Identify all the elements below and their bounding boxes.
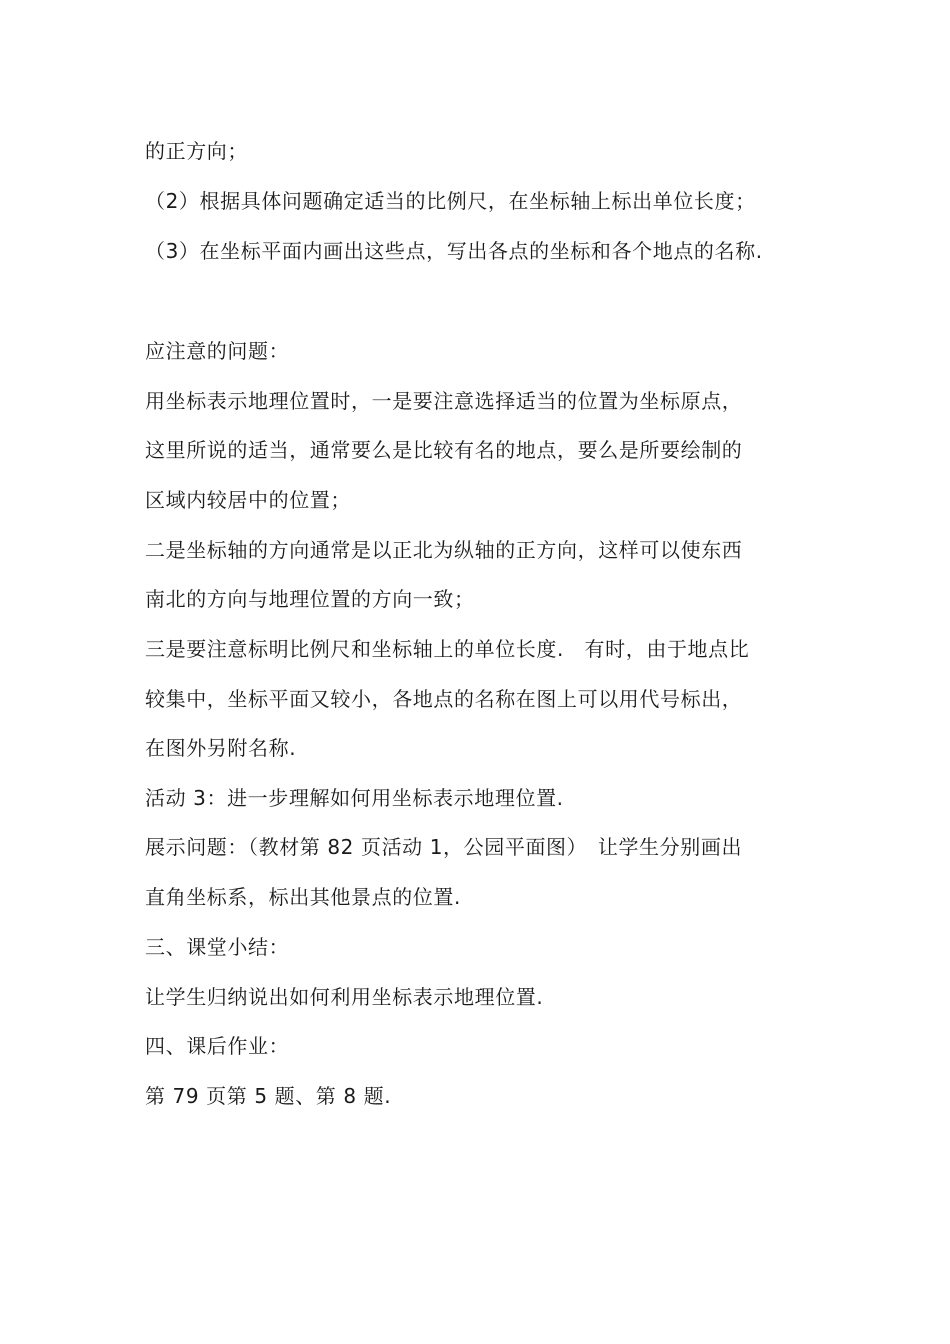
text-line: 二是坐标轴的方向通常是以正北为纵轴的正方向，这样可以使东西 xyxy=(145,538,743,562)
text-line: 区域内较居中的位置； xyxy=(145,488,351,512)
text-line: 活动 3：进一步理解如何用坐标表示地理位置. xyxy=(145,786,564,810)
text-line: 直角坐标系，标出其他景点的位置. xyxy=(145,885,461,909)
text-line: （3）在坐标平面内画出这些点，写出各点的坐标和各个地点的名称. xyxy=(145,239,763,263)
text-line: 在图外另附名称. xyxy=(145,736,297,760)
text-line: 展示问题：（教材第 82 页活动 1，公园平面图） 让学生分别画出 xyxy=(145,835,743,859)
section-heading: 应注意的问题： xyxy=(145,339,290,363)
section-heading: 三、课堂小结： xyxy=(145,935,290,959)
text-line: 三是要注意标明比例尺和坐标轴上的单位长度. 有时，由于地点比 xyxy=(145,637,750,661)
text-line: 让学生归纳说出如何利用坐标表示地理位置. xyxy=(145,985,544,1009)
text-line: 这里所说的适当，通常要么是比较有名的地点，要么是所要绘制的 xyxy=(145,438,743,462)
text-line: 的正方向； xyxy=(145,139,248,163)
text-line: （2）根据具体问题确定适当的比例尺，在坐标轴上标出单位长度； xyxy=(145,189,756,213)
text-line: 较集中，坐标平面又较小，各地点的名称在图上可以用代号标出， xyxy=(145,687,743,711)
text-line: 南北的方向与地理位置的方向一致； xyxy=(145,587,475,611)
text-line: 用坐标表示地理位置时，一是要注意选择适当的位置为坐标原点， xyxy=(145,389,743,413)
section-heading: 四、课后作业： xyxy=(145,1034,290,1058)
text-line: 第 79 页第 5 题、第 8 题. xyxy=(145,1084,392,1108)
